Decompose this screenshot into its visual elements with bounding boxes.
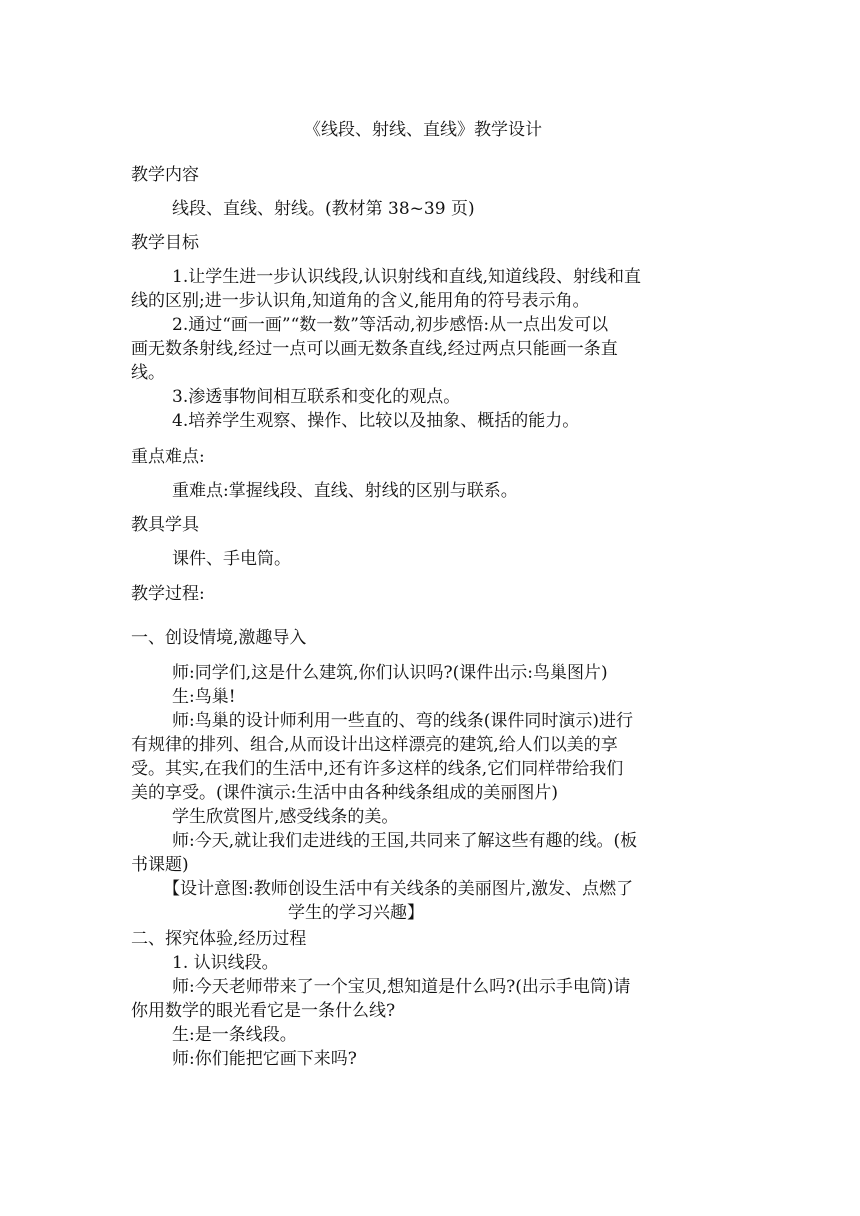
paragraph-line: 课件、手电筒。: [172, 549, 291, 569]
paragraph-line: 线。: [131, 363, 165, 383]
section-heading: 一、创设情境,激趣导入: [131, 628, 307, 648]
paragraph-line: 你用数学的眼光看它是一条什么线?: [131, 1001, 396, 1021]
paragraph-line: 生:鸟巢!: [172, 687, 236, 707]
design-intent-note: 【设计意图:教师创设生活中有关线条的美丽图片,激发、点燃了: [163, 879, 634, 899]
heading-teaching-goals: 教学目标: [131, 233, 199, 253]
paragraph-line: 书课题): [131, 855, 189, 875]
paragraph-line: 生:是一条线段。: [172, 1025, 297, 1045]
paragraph-line: 受。其实,在我们的生活中,还有许多这样的线条,它们同样带给我们: [131, 759, 624, 779]
paragraph-line: 1.让学生进一步认识线段,认识射线和直线,知道线段、射线和直: [172, 267, 642, 287]
paragraph-line: 1. 认识线段。: [172, 953, 279, 973]
document-title: 《线段、射线、直线》教学设计: [304, 120, 542, 140]
paragraph-line: 学生欣赏图片,感受线条的美。: [172, 807, 399, 827]
paragraph-line: 线的区别;进一步认识角,知道角的含义,能用角的符号表示角。: [131, 291, 590, 311]
section-heading: 二、探究体验,经历过程: [131, 929, 307, 949]
paragraph-line: 画无数条射线,经过一点可以画无数条直线,经过两点只能画一条直: [131, 339, 618, 359]
heading-teaching-tools: 教具学具: [131, 515, 199, 535]
paragraph-line: 线段、直线、射线。(教材第 38~39 页): [172, 199, 475, 219]
heading-teaching-content: 教学内容: [131, 165, 199, 185]
paragraph-line: 师:你们能把它画下来吗?: [172, 1049, 357, 1069]
paragraph-line: 重难点:掌握线段、直线、射线的区别与联系。: [172, 481, 518, 501]
heading-key-points: 重点难点:: [131, 447, 205, 467]
design-intent-note: 学生的学习兴趣】: [288, 903, 424, 923]
paragraph-line: 师:同学们,这是什么建筑,你们认识吗?(课件出示:鸟巢图片): [172, 663, 608, 683]
paragraph-line: 有规律的排列、组合,从而设计出这样漂亮的建筑,给人们以美的享: [131, 735, 618, 755]
paragraph-line: 4.培养学生观察、操作、比较以及抽象、概括的能力。: [172, 411, 580, 431]
paragraph-line: 2.通过“画一画”“数一数”等活动,初步感悟:从一点出发可以: [172, 315, 609, 335]
paragraph-line: 3.渗透事物间相互联系和变化的观点。: [172, 387, 461, 407]
heading-teaching-process: 教学过程:: [131, 584, 205, 604]
paragraph-line: 师:今天,就让我们走进线的王国,共同来了解这些有趣的线。(板: [172, 831, 638, 851]
paragraph-line: 师:鸟巢的设计师利用一些直的、弯的线条(课件同时演示)进行: [172, 711, 633, 731]
paragraph-line: 美的享受。(课件演示:生活中由各种线条组成的美丽图片): [131, 783, 558, 803]
paragraph-line: 师:今天老师带来了一个宝贝,想知道是什么吗?(出示手电筒)请: [172, 977, 631, 997]
